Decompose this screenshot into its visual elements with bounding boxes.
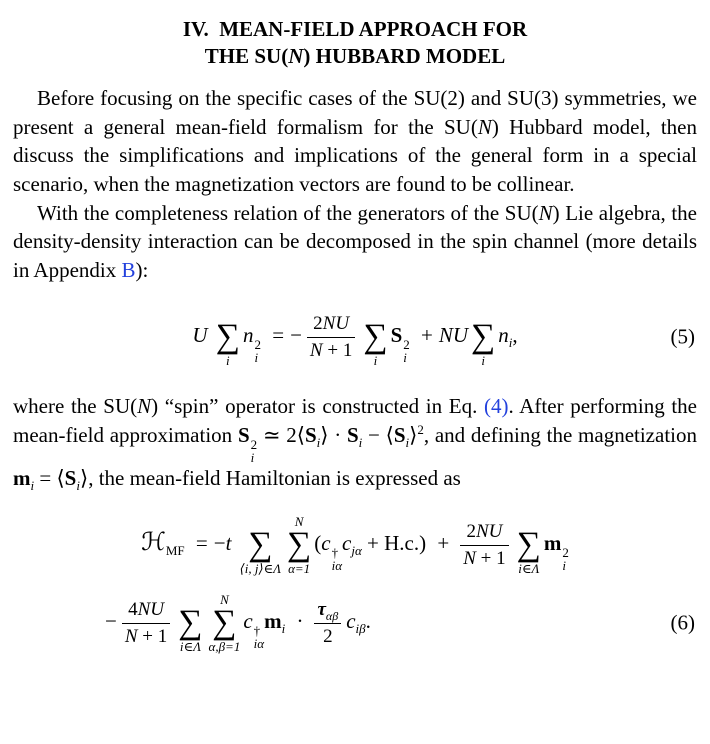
p3-text-c: . After performing the mean-field approximation [13, 394, 697, 447]
sum-over-alpha [287, 514, 311, 576]
vec-S: S [390, 322, 403, 347]
vec-m: m [13, 465, 31, 490]
paragraph-3 [13, 392, 697, 492]
vec-S: S [237, 422, 250, 447]
rangle: ⟩ [79, 465, 89, 490]
sum-lower-ij-lambda: ⟨i, j⟩∈Λ [239, 561, 282, 577]
p2-var-N: N [538, 200, 553, 225]
var-NU: NU [475, 520, 503, 542]
minus-sign: − [213, 531, 226, 556]
period: . [365, 609, 371, 634]
plus-sign: + [421, 322, 433, 347]
sum-over-ij-lattice [240, 514, 281, 576]
plus-sign: + [437, 531, 450, 556]
var-c: c [346, 609, 356, 634]
p2-text-a: With the completeness relation of the generators of the SU( [37, 200, 539, 225]
S-sub-i: i [403, 349, 407, 365]
term-c-dagger-i-alpha [321, 531, 343, 574]
coef-2: 2 [466, 520, 476, 542]
c-sub-j-alpha: jα [351, 543, 362, 559]
dagger-icon: † [253, 623, 261, 639]
comma: , [512, 322, 518, 347]
var-n: n [498, 322, 509, 347]
plus-hc-paren: + H.c.) [367, 531, 427, 556]
fraction-bar [460, 545, 508, 546]
minus-sign: − [105, 609, 117, 634]
var-t: t [225, 531, 232, 556]
c-supsub [332, 546, 342, 572]
sigma-icon: ∑ [212, 604, 237, 642]
sum-lower-i-lambda: i∈Λ [179, 639, 201, 655]
coef-4: 4 [128, 598, 138, 620]
plus-1: + 1 [142, 625, 168, 647]
vec-S: S [393, 422, 406, 447]
vec-S: S [64, 465, 77, 490]
tau-sub-alpha-beta: αβ [325, 608, 339, 623]
var-NU: NU [137, 598, 164, 620]
equation-5-body [13, 306, 697, 368]
equation-6-line-2 [13, 592, 697, 654]
section-heading-line-2 [13, 43, 697, 70]
p2-text-b: ) Lie algebra, the density-density interaction can be decomposed in the spin channel (more details in Appendix [13, 200, 698, 282]
fraction-2NU-over-N1 [307, 313, 355, 362]
p3-text-b: ) “spin” operator is constructed in Eq. [151, 394, 485, 419]
c-supsub [254, 624, 264, 650]
sigma-icon: ∑ [471, 318, 496, 356]
p1-text-b: ) Hubbard model, then discuss the simplifications and implications of the general form in a special scenario, when the magnetization vectors are found to be collinear. [13, 114, 697, 196]
term-m-i-squared [543, 531, 569, 574]
heading-text-1: IV. MEAN-FIELD APPROACH FOR [182, 17, 528, 41]
fraction-4NU-over-N1 [122, 599, 170, 648]
cdot-operator: · [296, 609, 304, 634]
sum-over-i-lattice [517, 514, 541, 576]
m-sub-i: i [281, 621, 286, 637]
equals: = [34, 465, 57, 490]
langle: ⟨ [56, 465, 65, 490]
S-sub-i: i [250, 449, 255, 465]
sum-upper-N: N [220, 592, 229, 608]
fraction-2NU-over-N1 [460, 521, 508, 570]
p3-text-a: where the SU( [13, 394, 138, 419]
vec-S: S [304, 422, 317, 447]
var-N: N [124, 625, 138, 647]
n-sub-i: i [508, 335, 513, 351]
fraction-denominator [307, 340, 355, 362]
sum-over-i-1 [216, 306, 240, 368]
cdot: · [328, 422, 347, 447]
n-sub-i: i [254, 349, 259, 365]
fraction-bar [122, 623, 170, 624]
var-NU: NU [322, 312, 350, 334]
p3-text-e: , the mean-field Hamiltonian is expressed as [88, 465, 461, 490]
fraction-denominator: 2 [323, 625, 333, 647]
term-c-dagger-i-alpha [243, 609, 265, 652]
sum-lower-i: i [373, 353, 378, 369]
minus: − [362, 422, 386, 447]
term-n-i [498, 322, 513, 351]
paragraph-2 [13, 199, 697, 285]
m-sub-i: i [562, 558, 566, 574]
sum-lower-alpha-1: α=1 [288, 561, 311, 577]
fraction-tau-over-2 [314, 599, 341, 648]
sum-lower-i: i [481, 353, 485, 369]
rangle: ⟩ [320, 422, 329, 447]
p1-text-a: Before focusing on the specific cases of the SU(2) and SU(3) symmetries, we present a general mean-field formalism for the SU( [13, 86, 697, 139]
fraction-numerator [463, 521, 505, 543]
H-sub-MF: MF [165, 543, 185, 559]
term-n-i-squared [242, 322, 261, 365]
term-S-i-squared [390, 322, 410, 365]
equals-sign: = [272, 322, 285, 347]
m-sup-2: 2 [562, 545, 569, 561]
left-paren: ( [314, 531, 322, 556]
equation-number-5: (5) [670, 324, 695, 349]
p3-var-N: N [137, 394, 152, 419]
minus-sign: − [290, 322, 302, 347]
n-sup-2: 2 [254, 336, 261, 352]
p2-text-c: ): [135, 257, 149, 282]
sum-lower-alpha-beta-1: α,β=1 [208, 639, 241, 655]
heading-var-N: N [288, 43, 304, 68]
plus-1: + 1 [327, 339, 353, 361]
equation-5 [13, 306, 697, 368]
vec-tau: τ [317, 598, 326, 620]
sum-lower-i-lambda: i∈Λ [518, 561, 540, 577]
fraction-numerator [310, 313, 352, 335]
c-sub-i-beta: iβ [355, 621, 366, 637]
langle: ⟨ [385, 422, 394, 447]
simeq-2: ≃ 2 [262, 422, 297, 447]
hamiltonian-MF [141, 529, 185, 559]
paragraph-1 [13, 84, 697, 198]
sigma-icon: ∑ [363, 318, 388, 356]
section-heading-line-1 [13, 16, 697, 43]
var-c: c [321, 531, 331, 556]
heading-text-2a: THE SU( [204, 43, 289, 68]
section-heading [13, 16, 697, 69]
var-N: N [309, 339, 323, 361]
sum-over-i-2 [363, 306, 387, 368]
var-U: U [192, 322, 208, 347]
fraction-denominator [460, 548, 508, 570]
m-supsub [562, 546, 569, 572]
S-supsub [251, 438, 258, 464]
sum-over-i-3 [471, 306, 495, 368]
rangle: ⟩ [409, 422, 418, 447]
fraction-denominator [122, 626, 170, 648]
equation-6-line-1 [13, 514, 697, 576]
S-sub-i: i [316, 434, 321, 450]
sigma-icon: ∑ [178, 604, 203, 642]
fraction-numerator [314, 599, 341, 621]
appendix-b-link[interactable]: B [121, 257, 136, 282]
var-NU: NU [438, 322, 469, 347]
dagger-icon: † [331, 545, 339, 561]
S-supsub [403, 338, 410, 364]
var-c: c [243, 609, 253, 634]
inline-S-i-squared [237, 422, 258, 465]
S-sup-2: 2 [403, 336, 410, 352]
sigma-icon: ∑ [215, 318, 240, 356]
S-sub-i: i [405, 434, 410, 450]
sigma-icon: ∑ [516, 526, 541, 564]
var-n: n [242, 322, 254, 347]
sum-over-alpha-beta [209, 592, 241, 654]
fraction-numerator [125, 599, 167, 621]
vec-m: m [543, 531, 562, 556]
fraction-bar [314, 623, 341, 624]
equation-number-6: (6) [670, 610, 695, 635]
fraction-bar [307, 337, 355, 338]
vec-S: S [346, 422, 359, 447]
S-sub-i: i [358, 434, 363, 450]
c-sub-i-alpha: iα [253, 636, 265, 652]
equals-sign: = [195, 531, 208, 556]
sum-lower-i: i [226, 353, 230, 369]
n-supsub [254, 338, 261, 364]
S-sup-2: 2 [250, 436, 258, 452]
script-H: ℋ [141, 529, 166, 557]
vec-m: m [264, 609, 282, 634]
equation-6 [13, 514, 697, 654]
sigma-icon: ∑ [248, 526, 273, 564]
eq-4-ref-link[interactable]: (4) [484, 394, 509, 419]
m-sub-i: i [30, 477, 35, 493]
sup-2: 2 [417, 421, 424, 437]
coef-2: 2 [313, 312, 323, 334]
p3-text-d: , and defining the magnetization [423, 422, 697, 447]
p1-var-N: N [477, 114, 492, 139]
S-sub-i: i [76, 477, 80, 493]
c-sub-i-alpha: iα [331, 558, 343, 574]
term-m-i [264, 609, 286, 637]
term-c-j-alpha [342, 531, 362, 559]
sum-upper-N: N [294, 514, 304, 530]
term-c-i-beta [346, 609, 366, 637]
var-N: N [463, 547, 476, 569]
plus-1: + 1 [480, 547, 506, 569]
heading-text-2b: ) HUBBARD MODEL [303, 43, 506, 68]
sum-over-i-lattice [178, 592, 202, 654]
sigma-icon: ∑ [287, 526, 312, 564]
langle: ⟨ [296, 422, 305, 447]
var-c: c [342, 531, 352, 556]
